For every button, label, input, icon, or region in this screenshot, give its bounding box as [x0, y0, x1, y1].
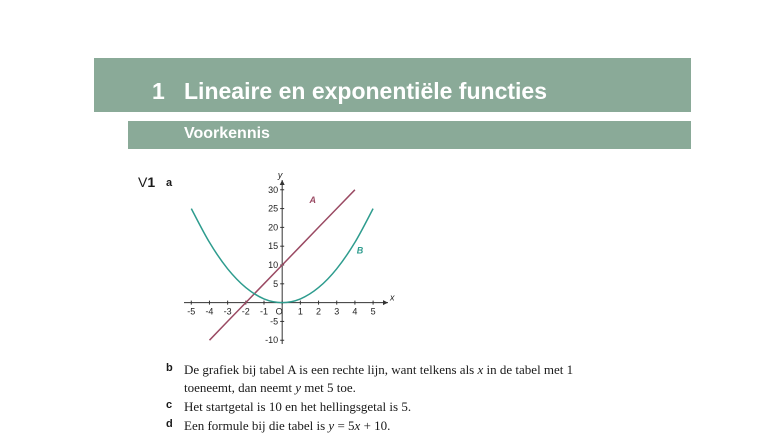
x-tick-label: -5 — [187, 306, 196, 317]
y-tick-label: 25 — [268, 203, 279, 214]
answer-d-letter: d — [166, 418, 173, 430]
answer-d-mid: = 5 — [334, 418, 355, 433]
y-tick-label: -5 — [270, 316, 279, 327]
x-tick-label: -4 — [205, 306, 214, 317]
answer-b-line-1 — [0, 362, 784, 380]
x-axis-label: x — [390, 292, 395, 303]
y-tick-label: 20 — [268, 222, 279, 233]
answer-b-text-2 — [184, 380, 356, 396]
x-tick-label: -2 — [241, 306, 250, 317]
x-tick-label: 3 — [334, 306, 340, 317]
exercise-number — [138, 174, 155, 190]
part-a-label: a — [166, 177, 173, 189]
answer-b-line2-var: y — [295, 380, 301, 395]
y-tick-label: 5 — [273, 278, 279, 289]
answer-d-var-y: y — [328, 418, 335, 433]
answer-b-line2-post: met 5 toe. — [300, 380, 356, 395]
answer-b-line-2 — [0, 380, 784, 398]
answer-b-line1-post: in de tabel met 1 — [483, 362, 574, 377]
answer-c — [0, 399, 784, 417]
series-label-a: A — [309, 194, 316, 205]
y-tick-label: -10 — [265, 335, 279, 346]
x-tick-label: O — [275, 306, 283, 317]
series-label-b: B — [356, 245, 364, 256]
x-tick-label: 4 — [352, 306, 358, 317]
answer-d-pre: Een formule bij die tabel is — [184, 418, 329, 433]
answer-d-text — [184, 418, 390, 434]
answer-c-letter: c — [166, 399, 173, 411]
function-graph — [178, 170, 395, 348]
y-axis-label: y — [277, 170, 283, 180]
chapter-title: Lineaire en exponentiële functies — [184, 78, 547, 104]
answer-d-var-x: x — [354, 418, 361, 433]
section-title: Voorkennis — [184, 125, 270, 142]
y-axis-arrow — [280, 180, 285, 185]
answer-d-post: + 10. — [360, 418, 391, 433]
x-tick-label: 5 — [370, 306, 376, 317]
x-tick-label: 2 — [316, 306, 322, 317]
x-tick-label: 1 — [297, 306, 303, 317]
answer-b-letter: b — [166, 362, 173, 374]
answer-d — [0, 418, 784, 436]
y-tick-label: 10 — [268, 260, 279, 270]
exercise-prefix: V — [138, 174, 148, 190]
x-tick-label: -3 — [223, 306, 232, 317]
x-axis-arrow — [383, 300, 388, 305]
exercise-digit: 1 — [147, 174, 156, 190]
answer-b-line1-var: x — [477, 362, 484, 377]
x-tick-label: -1 — [259, 306, 269, 317]
answer-b-line2-pre: toeneemt, dan neemt — [184, 380, 296, 395]
answer-b-line1-pre: De grafiek bij tabel A is een rechte lijn, want telkens als — [184, 362, 478, 377]
chapter-number: 1 — [152, 78, 165, 104]
y-tick-label: 15 — [268, 241, 279, 252]
answer-b-text-1 — [184, 362, 573, 378]
answer-c-text: Het startgetal is 10 en het hellingsgetal is 5. — [184, 399, 412, 414]
y-tick-label: 30 — [268, 184, 279, 195]
